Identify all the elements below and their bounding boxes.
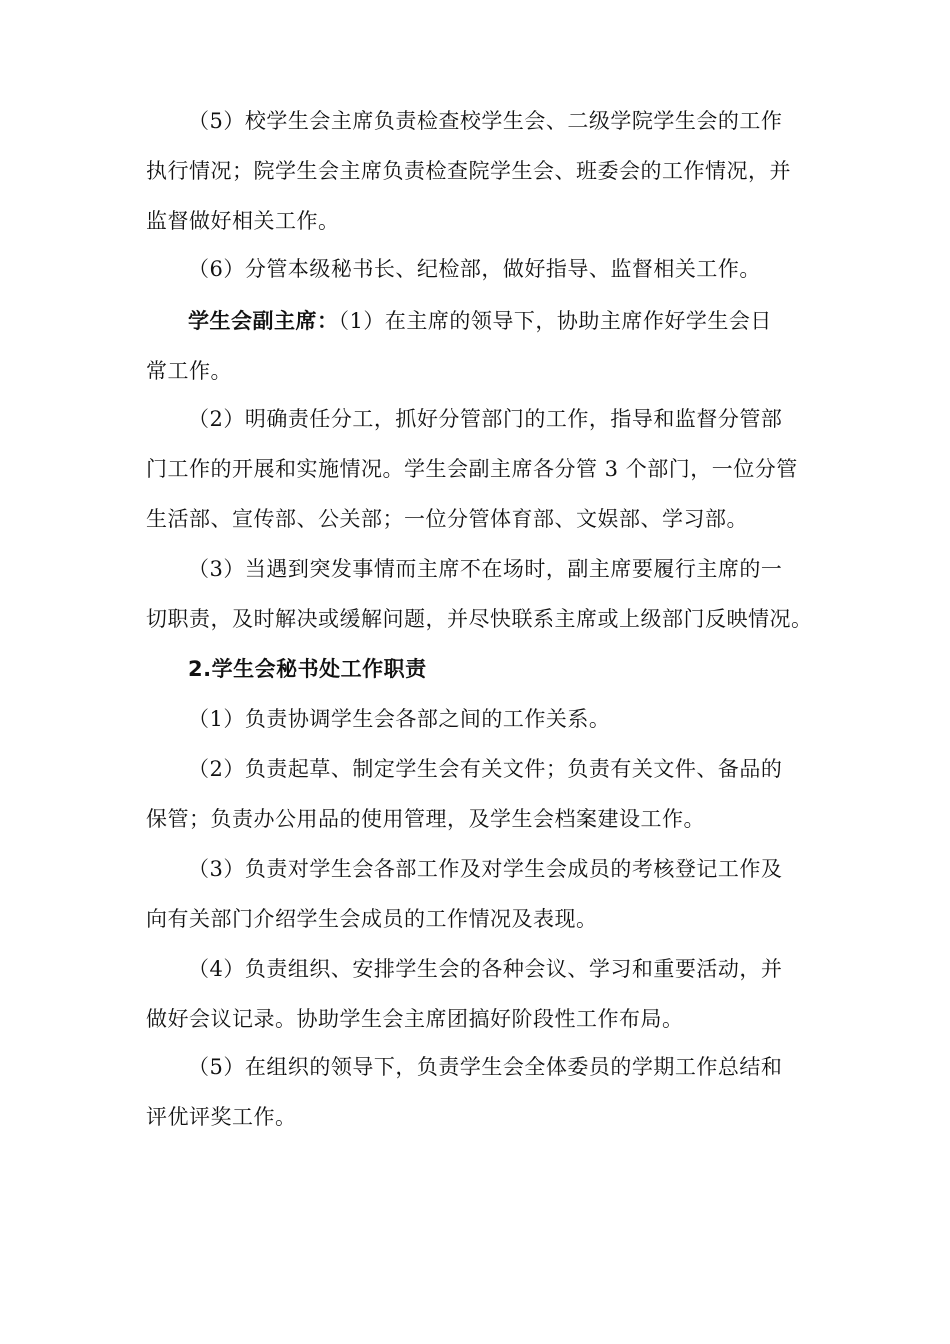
text-line: 生活部、宣传部、公关部；一位分管体育部、文娱部、学习部。 xyxy=(146,507,748,531)
text-line xyxy=(146,296,816,346)
paragraph-vice-chair-duty-2 xyxy=(146,394,816,544)
vice-chair-label: 学生会副主席： xyxy=(188,309,339,333)
text-line: （4）负责组织、安排学生会的各种会议、学习和重要活动，并 xyxy=(188,957,783,981)
paragraph-vice-chair-duty-1 xyxy=(146,296,816,396)
heading-secretariat: 2.学生会秘书处工作职责 xyxy=(188,657,427,681)
vice-chair-text: （1）在主席的领导下，协助主席作好学生会日 xyxy=(338,309,772,333)
text-line: （2）负责起草、制定学生会有关文件；负责有关文件、备品的 xyxy=(188,757,783,781)
text-line: 常工作。 xyxy=(146,359,232,383)
text-line: 执行情况；院学生会主席负责检查院学生会、班委会的工作情况，并 xyxy=(146,159,791,183)
paragraph-chair-duty-6 xyxy=(146,244,816,294)
paragraph-secretariat-duty-2 xyxy=(146,744,816,844)
text-line: 切职责，及时解决或缓解问题，并尽快联系主席或上级部门反映情况。 xyxy=(146,607,813,631)
paragraph-secretariat-duty-5 xyxy=(146,1042,816,1142)
paragraph-vice-chair-duty-3 xyxy=(146,544,816,644)
text-line: 评优评奖工作。 xyxy=(146,1105,297,1129)
text-line: （5）在组织的领导下，负责学生会全体委员的学期工作总结和 xyxy=(188,1055,783,1079)
text-line: （6）分管本级秘书长、纪检部，做好指导、监督相关工作。 xyxy=(188,257,761,281)
text-line: 门工作的开展和实施情况。学生会副主席各分管 3 个部门，一位分管 xyxy=(146,457,798,481)
paragraph-secretariat-duty-1 xyxy=(146,694,816,744)
text-line: （3）当遇到突发事情而主席不在场时，副主席要履行主席的一 xyxy=(188,557,783,581)
text-line: （2）明确责任分工，抓好分管部门的工作，指导和监督分管部 xyxy=(188,407,783,431)
text-line: 做好会议记录。协助学生会主席团搞好阶段性工作布局。 xyxy=(146,1007,684,1031)
text-line: 监督做好相关工作。 xyxy=(146,209,340,233)
text-line: 保管；负责办公用品的使用管理，及学生会档案建设工作。 xyxy=(146,807,705,831)
section-heading xyxy=(146,644,816,694)
paragraph-chair-duty-5 xyxy=(146,96,816,246)
paragraph-secretariat-duty-4 xyxy=(146,944,816,1044)
text-line: （3）负责对学生会各部工作及对学生会成员的考核登记工作及 xyxy=(188,857,783,881)
paragraph-secretariat-duty-3 xyxy=(146,844,816,944)
text-line: （1）负责协调学生会各部之间的工作关系。 xyxy=(188,707,611,731)
text-line: （5）校学生会主席负责检查校学生会、二级学院学生会的工作 xyxy=(188,109,783,133)
text-line: 向有关部门介绍学生会成员的工作情况及表现。 xyxy=(146,907,598,931)
